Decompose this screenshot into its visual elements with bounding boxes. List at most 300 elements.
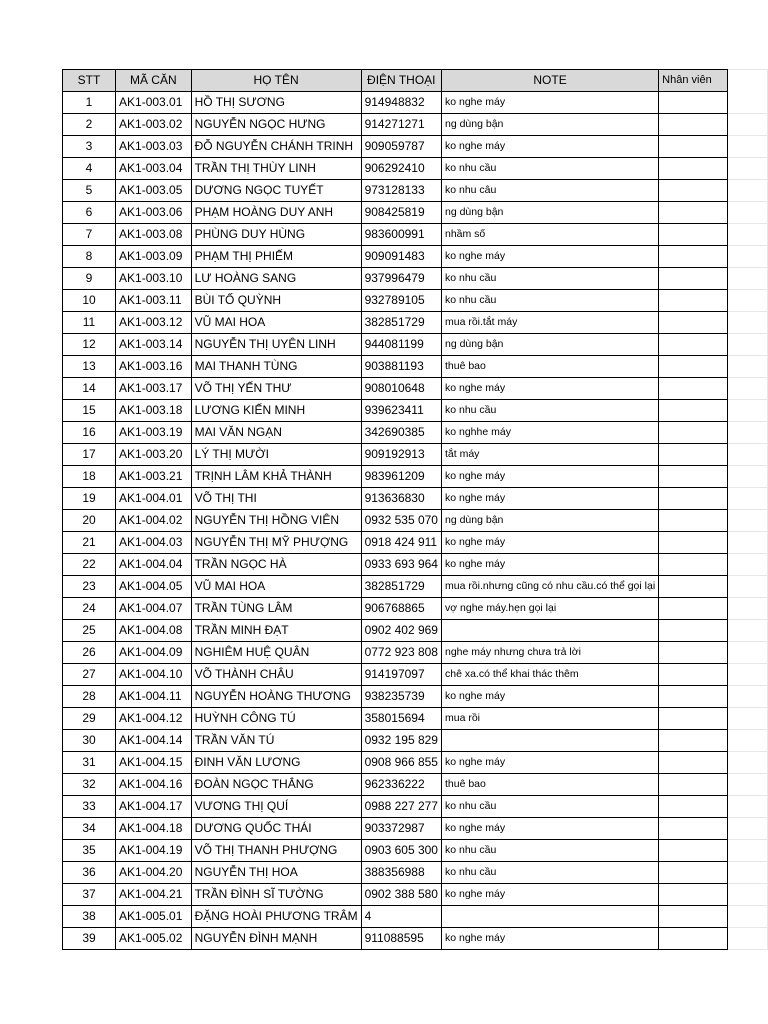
dien-thoai-cell[interactable]: 962336222 xyxy=(361,774,441,796)
ho-ten-cell[interactable]: TRẦN ĐÌNH SĨ TƯỜNG xyxy=(191,884,361,906)
nhan-vien-cell[interactable] xyxy=(659,400,728,422)
ho-ten-cell[interactable]: ĐOÀN NGỌC THẮNG xyxy=(191,774,361,796)
nhan-vien-cell[interactable] xyxy=(659,268,728,290)
empty-column-cell[interactable] xyxy=(727,92,767,114)
dien-thoai-cell[interactable]: 0918 424 911 xyxy=(361,532,441,554)
table-row xyxy=(63,664,768,686)
table-row xyxy=(63,752,768,774)
dien-thoai-cell[interactable]: 0933 693 964 xyxy=(361,554,441,576)
empty-column-cell[interactable] xyxy=(727,598,767,620)
note-cell[interactable]: nghe máy nhưng chưa trả lời xyxy=(441,642,658,664)
stt-cell[interactable]: 39 xyxy=(63,928,116,950)
empty-column-cell[interactable] xyxy=(727,752,767,774)
empty-column-cell[interactable] xyxy=(727,862,767,884)
note-cell[interactable]: ko nhu cầu xyxy=(441,840,658,862)
empty-column-cell[interactable] xyxy=(727,620,767,642)
stt-cell[interactable]: 17 xyxy=(63,444,116,466)
empty-column-cell[interactable] xyxy=(727,642,767,664)
ma-can-cell[interactable]: AK1-004.19 xyxy=(116,840,192,862)
ma-can-cell[interactable]: AK1-004.11 xyxy=(116,686,192,708)
empty-column-cell[interactable] xyxy=(727,378,767,400)
note-cell[interactable]: nhầm số xyxy=(441,224,658,246)
ho-ten-cell[interactable]: VƯƠNG THỊ QUÍ xyxy=(191,796,361,818)
ho-ten-cell[interactable]: VÕ THÀNH CHÂU xyxy=(191,664,361,686)
dien-thoai-cell[interactable]: 388356988 xyxy=(361,862,441,884)
dien-thoai-cell[interactable]: 0932 195 829 xyxy=(361,730,441,752)
note-cell[interactable] xyxy=(441,906,658,928)
ho-ten-cell[interactable]: PHẠM THỊ PHIẾM xyxy=(191,246,361,268)
dien-thoai-cell[interactable]: 914197097 xyxy=(361,664,441,686)
ma-can-cell[interactable]: AK1-004.02 xyxy=(116,510,192,532)
ho-ten-cell[interactable]: NGUYỄN THỊ HOA xyxy=(191,862,361,884)
note-cell[interactable]: ko nghe máy xyxy=(441,818,658,840)
dien-thoai-cell[interactable]: 914271271 xyxy=(361,114,441,136)
dien-thoai-cell[interactable]: 4 xyxy=(361,906,441,928)
nhan-vien-cell[interactable] xyxy=(659,598,728,620)
empty-column-cell[interactable] xyxy=(727,334,767,356)
ma-can-cell[interactable]: AK1-003.02 xyxy=(116,114,192,136)
ma-can-cell[interactable]: AK1-003.06 xyxy=(116,202,192,224)
note-cell[interactable]: ko nhu cầu xyxy=(441,290,658,312)
stt-cell[interactable]: 11 xyxy=(63,312,116,334)
table-row xyxy=(63,862,768,884)
nhan-vien-cell[interactable] xyxy=(659,312,728,334)
ho-ten-cell[interactable]: VÕ THỊ THANH PHƯỢNG xyxy=(191,840,361,862)
stt-cell[interactable]: 27 xyxy=(63,664,116,686)
stt-cell[interactable]: 7 xyxy=(63,224,116,246)
note-cell[interactable]: vợ nghe máy.hẹn gọi lại xyxy=(441,598,658,620)
ho-ten-cell[interactable]: LƯƠNG KIẾN MINH xyxy=(191,400,361,422)
empty-column-cell[interactable] xyxy=(727,356,767,378)
nhan-vien-cell[interactable] xyxy=(659,180,728,202)
nhan-vien-cell[interactable] xyxy=(659,290,728,312)
empty-column-cell[interactable] xyxy=(727,510,767,532)
note-cell[interactable]: tắt máy xyxy=(441,444,658,466)
ma-can-cell[interactable]: AK1-003.16 xyxy=(116,356,192,378)
nhan-vien-cell[interactable] xyxy=(659,840,728,862)
table-row xyxy=(63,884,768,906)
nhan-vien-cell[interactable] xyxy=(659,202,728,224)
empty-column-cell[interactable] xyxy=(727,774,767,796)
note-cell[interactable]: ko nhu cầu xyxy=(441,158,658,180)
header-note[interactable]: NOTE xyxy=(441,70,658,92)
note-cell[interactable]: ng dùng bận xyxy=(441,202,658,224)
ma-can-cell[interactable]: AK1-003.12 xyxy=(116,312,192,334)
ma-can-cell[interactable]: AK1-003.05 xyxy=(116,180,192,202)
nhan-vien-cell[interactable] xyxy=(659,246,728,268)
dien-thoai-cell[interactable]: 908425819 xyxy=(361,202,441,224)
ma-can-cell[interactable]: AK1-004.10 xyxy=(116,664,192,686)
note-cell[interactable]: ko nghhe máy xyxy=(441,422,658,444)
nhan-vien-cell[interactable] xyxy=(659,576,728,598)
ho-ten-cell[interactable]: ĐẶNG HOÀI PHƯƠNG TRÂM xyxy=(191,906,361,928)
table-row xyxy=(63,158,768,180)
empty-column-cell[interactable] xyxy=(727,906,767,928)
ho-ten-cell[interactable]: BÙI TỐ QUỲNH xyxy=(191,290,361,312)
stt-cell[interactable]: 23 xyxy=(63,576,116,598)
ma-can-cell[interactable]: AK1-004.01 xyxy=(116,488,192,510)
ma-can-cell[interactable]: AK1-004.07 xyxy=(116,598,192,620)
note-cell[interactable]: mua rồi.nhưng cũng có nhu cầu.có thể gọi lại xyxy=(441,576,658,598)
empty-column-cell[interactable] xyxy=(727,290,767,312)
ho-ten-cell[interactable]: PHẠM HOÀNG DUY ANH xyxy=(191,202,361,224)
dien-thoai-cell[interactable]: 342690385 xyxy=(361,422,441,444)
stt-cell[interactable]: 15 xyxy=(63,400,116,422)
dien-thoai-cell[interactable]: 983600991 xyxy=(361,224,441,246)
note-cell[interactable]: ko nhu cầu xyxy=(441,268,658,290)
ho-ten-cell[interactable]: VÕ THỊ YẾN THƯ xyxy=(191,378,361,400)
empty-column-cell[interactable] xyxy=(727,686,767,708)
stt-cell[interactable]: 28 xyxy=(63,686,116,708)
ma-can-cell[interactable]: AK1-004.05 xyxy=(116,576,192,598)
empty-column-cell[interactable] xyxy=(727,158,767,180)
dien-thoai-cell[interactable]: 937996479 xyxy=(361,268,441,290)
stt-cell[interactable]: 21 xyxy=(63,532,116,554)
empty-column-cell[interactable] xyxy=(727,928,767,950)
table-row xyxy=(63,92,768,114)
dien-thoai-cell[interactable]: 0902 388 580 xyxy=(361,884,441,906)
nhan-vien-cell[interactable] xyxy=(659,686,728,708)
ho-ten-cell[interactable]: LƯ HOÀNG SANG xyxy=(191,268,361,290)
ma-can-cell[interactable]: AK1-004.16 xyxy=(116,774,192,796)
note-cell[interactable]: chê xa.có thể khai thác thêm xyxy=(441,664,658,686)
nhan-vien-cell[interactable] xyxy=(659,818,728,840)
ho-ten-cell[interactable]: MAI VĂN NGẠN xyxy=(191,422,361,444)
dien-thoai-cell[interactable]: 909192913 xyxy=(361,444,441,466)
dien-thoai-cell[interactable]: 906292410 xyxy=(361,158,441,180)
dien-thoai-cell[interactable]: 983961209 xyxy=(361,466,441,488)
empty-column-cell[interactable] xyxy=(727,554,767,576)
ma-can-cell[interactable]: AK1-003.04 xyxy=(116,158,192,180)
ho-ten-cell[interactable]: TRẦN TÙNG LÂM xyxy=(191,598,361,620)
empty-column-cell[interactable] xyxy=(727,224,767,246)
dien-thoai-cell[interactable]: 914948832 xyxy=(361,92,441,114)
note-cell[interactable]: ko nhu cầu xyxy=(441,862,658,884)
stt-cell[interactable]: 24 xyxy=(63,598,116,620)
nhan-vien-cell[interactable] xyxy=(659,642,728,664)
empty-column-cell[interactable] xyxy=(727,114,767,136)
stt-cell[interactable]: 13 xyxy=(63,356,116,378)
empty-column-cell[interactable] xyxy=(727,884,767,906)
dien-thoai-cell[interactable]: 0932 535 070 xyxy=(361,510,441,532)
ma-can-cell[interactable]: AK1-004.20 xyxy=(116,862,192,884)
ma-can-cell[interactable]: AK1-003.18 xyxy=(116,400,192,422)
empty-column-cell[interactable] xyxy=(727,400,767,422)
note-cell[interactable]: ko nhu cầu xyxy=(441,796,658,818)
nhan-vien-cell[interactable] xyxy=(659,796,728,818)
stt-cell[interactable]: 9 xyxy=(63,268,116,290)
nhan-vien-cell[interactable] xyxy=(659,488,728,510)
dien-thoai-cell[interactable]: 0908 966 855 xyxy=(361,752,441,774)
nhan-vien-cell[interactable] xyxy=(659,664,728,686)
header-stt[interactable]: STT xyxy=(63,70,116,92)
ma-can-cell[interactable]: AK1-003.17 xyxy=(116,378,192,400)
ma-can-cell[interactable]: AK1-003.09 xyxy=(116,246,192,268)
ma-can-cell[interactable]: AK1-003.14 xyxy=(116,334,192,356)
nhan-vien-cell[interactable] xyxy=(659,444,728,466)
stt-cell[interactable]: 19 xyxy=(63,488,116,510)
stt-cell[interactable]: 8 xyxy=(63,246,116,268)
table-row xyxy=(63,532,768,554)
ho-ten-cell[interactable]: LÝ THỊ MƯỜI xyxy=(191,444,361,466)
table-row xyxy=(63,488,768,510)
stt-cell[interactable]: 6 xyxy=(63,202,116,224)
ho-ten-cell[interactable]: VŨ MAI HOA xyxy=(191,312,361,334)
nhan-vien-cell[interactable] xyxy=(659,928,728,950)
ho-ten-cell[interactable]: NGUYỄN NGỌC HƯNG xyxy=(191,114,361,136)
dien-thoai-cell[interactable]: 938235739 xyxy=(361,686,441,708)
stt-cell[interactable]: 25 xyxy=(63,620,116,642)
ho-ten-cell[interactable]: ĐỖ NGUYỄN CHÁNH TRINH xyxy=(191,136,361,158)
ho-ten-cell[interactable]: HUỲNH CÔNG TÚ xyxy=(191,708,361,730)
empty-column-cell[interactable] xyxy=(727,664,767,686)
empty-column-cell[interactable] xyxy=(727,246,767,268)
dien-thoai-cell[interactable]: 0902 402 969 xyxy=(361,620,441,642)
stt-cell[interactable]: 18 xyxy=(63,466,116,488)
header-ma-can[interactable]: MÃ CĂN xyxy=(116,70,192,92)
ma-can-cell[interactable]: AK1-004.17 xyxy=(116,796,192,818)
ma-can-cell[interactable]: AK1-003.21 xyxy=(116,466,192,488)
dien-thoai-cell[interactable]: 382851729 xyxy=(361,312,441,334)
dien-thoai-cell[interactable]: 944081199 xyxy=(361,334,441,356)
nhan-vien-cell[interactable] xyxy=(659,620,728,642)
stt-cell[interactable]: 32 xyxy=(63,774,116,796)
empty-column-cell[interactable] xyxy=(727,840,767,862)
stt-cell[interactable]: 1 xyxy=(63,92,116,114)
dien-thoai-cell[interactable]: 903372987 xyxy=(361,818,441,840)
ma-can-cell[interactable]: AK1-004.03 xyxy=(116,532,192,554)
empty-column-cell[interactable] xyxy=(727,180,767,202)
ma-can-cell[interactable]: AK1-004.14 xyxy=(116,730,192,752)
ho-ten-cell[interactable]: DƯƠNG NGỌC TUYẾT xyxy=(191,180,361,202)
note-cell[interactable]: ng dùng bận xyxy=(441,114,658,136)
ho-ten-cell[interactable]: NGHIÊM HUỆ QUÂN xyxy=(191,642,361,664)
ma-can-cell[interactable]: AK1-003.20 xyxy=(116,444,192,466)
stt-cell[interactable]: 20 xyxy=(63,510,116,532)
ho-ten-cell[interactable]: TRẦN MINH ĐẠT xyxy=(191,620,361,642)
note-cell[interactable]: ko nhu câu xyxy=(441,180,658,202)
empty-column-cell[interactable] xyxy=(727,576,767,598)
nhan-vien-cell[interactable] xyxy=(659,730,728,752)
ma-can-cell[interactable]: AK1-004.18 xyxy=(116,818,192,840)
empty-column-cell[interactable] xyxy=(727,202,767,224)
table-row xyxy=(63,356,768,378)
ho-ten-cell[interactable]: NGUYỄN THỊ HỒNG VIÊN xyxy=(191,510,361,532)
table-row xyxy=(63,576,768,598)
nhan-vien-cell[interactable] xyxy=(659,906,728,928)
ho-ten-cell[interactable]: PHÙNG DUY HÙNG xyxy=(191,224,361,246)
note-cell[interactable]: ko nghe máy xyxy=(441,136,658,158)
note-cell[interactable]: ng dùng bận xyxy=(441,334,658,356)
empty-column-cell[interactable] xyxy=(727,818,767,840)
nhan-vien-cell[interactable] xyxy=(659,554,728,576)
ma-can-cell[interactable]: AK1-005.01 xyxy=(116,906,192,928)
nhan-vien-cell[interactable] xyxy=(659,466,728,488)
header-dien-thoai[interactable]: ĐIỆN THOẠI xyxy=(361,70,441,92)
dien-thoai-cell[interactable]: 0988 227 277 xyxy=(361,796,441,818)
ma-can-cell[interactable]: AK1-004.21 xyxy=(116,884,192,906)
ho-ten-cell[interactable]: TRẦN VĂN TÚ xyxy=(191,730,361,752)
stt-cell[interactable]: 10 xyxy=(63,290,116,312)
nhan-vien-cell[interactable] xyxy=(659,752,728,774)
stt-cell[interactable]: 35 xyxy=(63,840,116,862)
note-cell[interactable]: ko nghe máy xyxy=(441,92,658,114)
table-row xyxy=(63,554,768,576)
note-cell[interactable]: ko nghe máy xyxy=(441,554,658,576)
table-row xyxy=(63,312,768,334)
nhan-vien-cell[interactable] xyxy=(659,92,728,114)
table-row xyxy=(63,268,768,290)
dien-thoai-cell[interactable]: 0772 923 808 xyxy=(361,642,441,664)
note-cell[interactable]: ko nghe máy xyxy=(441,928,658,950)
empty-column-cell[interactable] xyxy=(727,136,767,158)
ma-can-cell[interactable]: AK1-004.12 xyxy=(116,708,192,730)
header-row xyxy=(63,70,768,92)
ma-can-cell[interactable]: AK1-004.04 xyxy=(116,554,192,576)
dien-thoai-cell[interactable]: 913636830 xyxy=(361,488,441,510)
note-cell[interactable]: ko nghe máy xyxy=(441,466,658,488)
ho-ten-cell[interactable]: NGUYỄN ĐÌNH MẠNH xyxy=(191,928,361,950)
stt-cell[interactable]: 30 xyxy=(63,730,116,752)
nhan-vien-cell[interactable] xyxy=(659,422,728,444)
ma-can-cell[interactable]: AK1-004.08 xyxy=(116,620,192,642)
stt-cell[interactable]: 34 xyxy=(63,818,116,840)
ho-ten-cell[interactable]: NGUYỄN HOÀNG THƯƠNG xyxy=(191,686,361,708)
nhan-vien-cell[interactable] xyxy=(659,774,728,796)
note-cell[interactable]: ko nghe máy xyxy=(441,752,658,774)
ma-can-cell[interactable]: AK1-005.02 xyxy=(116,928,192,950)
note-cell[interactable]: ko nghe máy xyxy=(441,884,658,906)
stt-cell[interactable]: 3 xyxy=(63,136,116,158)
ho-ten-cell[interactable]: MAI THANH TÙNG xyxy=(191,356,361,378)
nhan-vien-cell[interactable] xyxy=(659,884,728,906)
note-cell[interactable]: thuê bao xyxy=(441,356,658,378)
dien-thoai-cell[interactable]: 911088595 xyxy=(361,928,441,950)
ma-can-cell[interactable]: AK1-003.19 xyxy=(116,422,192,444)
ho-ten-cell[interactable]: TRỊNH LÂM KHẢ THÀNH xyxy=(191,466,361,488)
empty-column-cell[interactable] xyxy=(727,268,767,290)
note-cell[interactable]: mua rồi.tắt máy xyxy=(441,312,658,334)
ho-ten-cell[interactable]: TRẦN NGỌC HÀ xyxy=(191,554,361,576)
stt-cell[interactable]: 26 xyxy=(63,642,116,664)
stt-cell[interactable]: 37 xyxy=(63,884,116,906)
table-row xyxy=(63,422,768,444)
dien-thoai-cell[interactable]: 939623411 xyxy=(361,400,441,422)
nhan-vien-cell[interactable] xyxy=(659,158,728,180)
table-row xyxy=(63,796,768,818)
stt-cell[interactable]: 5 xyxy=(63,180,116,202)
note-cell[interactable]: ko nhu cầu xyxy=(441,400,658,422)
table-row xyxy=(63,598,768,620)
stt-cell[interactable]: 14 xyxy=(63,378,116,400)
stt-cell[interactable]: 2 xyxy=(63,114,116,136)
empty-column-cell[interactable] xyxy=(727,532,767,554)
ma-can-cell[interactable]: AK1-003.01 xyxy=(116,92,192,114)
stt-cell[interactable]: 36 xyxy=(63,862,116,884)
empty-column-cell[interactable] xyxy=(727,708,767,730)
stt-cell[interactable]: 38 xyxy=(63,906,116,928)
stt-cell[interactable]: 31 xyxy=(63,752,116,774)
stt-cell[interactable]: 29 xyxy=(63,708,116,730)
table-row xyxy=(63,400,768,422)
empty-column-cell[interactable] xyxy=(727,422,767,444)
ho-ten-cell[interactable]: DƯƠNG QUỐC THÁI xyxy=(191,818,361,840)
stt-cell[interactable]: 12 xyxy=(63,334,116,356)
ho-ten-cell[interactable]: TRẦN THỊ THÙY LINH xyxy=(191,158,361,180)
note-cell[interactable]: ng dùng bận xyxy=(441,510,658,532)
ma-can-cell[interactable]: AK1-003.03 xyxy=(116,136,192,158)
empty-column-cell[interactable] xyxy=(727,312,767,334)
stt-cell[interactable]: 16 xyxy=(63,422,116,444)
ma-can-cell[interactable]: AK1-003.11 xyxy=(116,290,192,312)
ho-ten-cell[interactable]: ĐINH VĂN LƯƠNG xyxy=(191,752,361,774)
nhan-vien-cell[interactable] xyxy=(659,224,728,246)
ho-ten-cell[interactable]: VŨ MAI HOA xyxy=(191,576,361,598)
dien-thoai-cell[interactable]: 932789105 xyxy=(361,290,441,312)
nhan-vien-cell[interactable] xyxy=(659,334,728,356)
note-cell[interactable] xyxy=(441,620,658,642)
ma-can-cell[interactable]: AK1-004.09 xyxy=(116,642,192,664)
ho-ten-cell[interactable]: NGUYỄN THỊ MỸ PHƯỢNG xyxy=(191,532,361,554)
nhan-vien-cell[interactable] xyxy=(659,510,728,532)
nhan-vien-cell[interactable] xyxy=(659,378,728,400)
dien-thoai-cell[interactable]: 906768865 xyxy=(361,598,441,620)
note-cell[interactable]: ko nghe máy xyxy=(441,488,658,510)
table-row xyxy=(63,686,768,708)
nhan-vien-cell[interactable] xyxy=(659,356,728,378)
dien-thoai-cell[interactable]: 909091483 xyxy=(361,246,441,268)
note-cell[interactable]: ko nghe máy xyxy=(441,532,658,554)
table-row xyxy=(63,378,768,400)
note-cell[interactable] xyxy=(441,730,658,752)
empty-column-cell[interactable] xyxy=(727,488,767,510)
empty-column-cell[interactable] xyxy=(727,730,767,752)
ho-ten-cell[interactable]: VÕ THỊ THI xyxy=(191,488,361,510)
nhan-vien-cell[interactable] xyxy=(659,532,728,554)
empty-column-cell[interactable] xyxy=(727,796,767,818)
nhan-vien-cell[interactable] xyxy=(659,114,728,136)
empty-column-cell[interactable] xyxy=(727,70,767,92)
empty-column-cell[interactable] xyxy=(727,444,767,466)
dien-thoai-cell[interactable]: 358015694 xyxy=(361,708,441,730)
nhan-vien-cell[interactable] xyxy=(659,862,728,884)
dien-thoai-cell[interactable]: 909059787 xyxy=(361,136,441,158)
dien-thoai-cell[interactable]: 973128133 xyxy=(361,180,441,202)
note-cell[interactable]: mua rồi xyxy=(441,708,658,730)
ma-can-cell[interactable]: AK1-003.08 xyxy=(116,224,192,246)
header-nhan-vien[interactable]: Nhân viên xyxy=(659,70,728,92)
dien-thoai-cell[interactable]: 908010648 xyxy=(361,378,441,400)
dien-thoai-cell[interactable]: 0903 605 300 xyxy=(361,840,441,862)
nhan-vien-cell[interactable] xyxy=(659,136,728,158)
note-cell[interactable]: ko nghe máy xyxy=(441,246,658,268)
ma-can-cell[interactable]: AK1-004.15 xyxy=(116,752,192,774)
note-cell[interactable]: thuê bao xyxy=(441,774,658,796)
stt-cell[interactable]: 33 xyxy=(63,796,116,818)
stt-cell[interactable]: 4 xyxy=(63,158,116,180)
header-ho-ten[interactable]: HỌ TÊN xyxy=(191,70,361,92)
ho-ten-cell[interactable]: NGUYỄN THỊ UYÊN LINH xyxy=(191,334,361,356)
dien-thoai-cell[interactable]: 903881193 xyxy=(361,356,441,378)
ho-ten-cell[interactable]: HỒ THỊ SƯƠNG xyxy=(191,92,361,114)
note-cell[interactable]: ko nghe máy xyxy=(441,378,658,400)
note-cell[interactable]: ko nghe máy xyxy=(441,686,658,708)
ma-can-cell[interactable]: AK1-003.10 xyxy=(116,268,192,290)
empty-column-cell[interactable] xyxy=(727,466,767,488)
nhan-vien-cell[interactable] xyxy=(659,708,728,730)
stt-cell[interactable]: 22 xyxy=(63,554,116,576)
dien-thoai-cell[interactable]: 382851729 xyxy=(361,576,441,598)
